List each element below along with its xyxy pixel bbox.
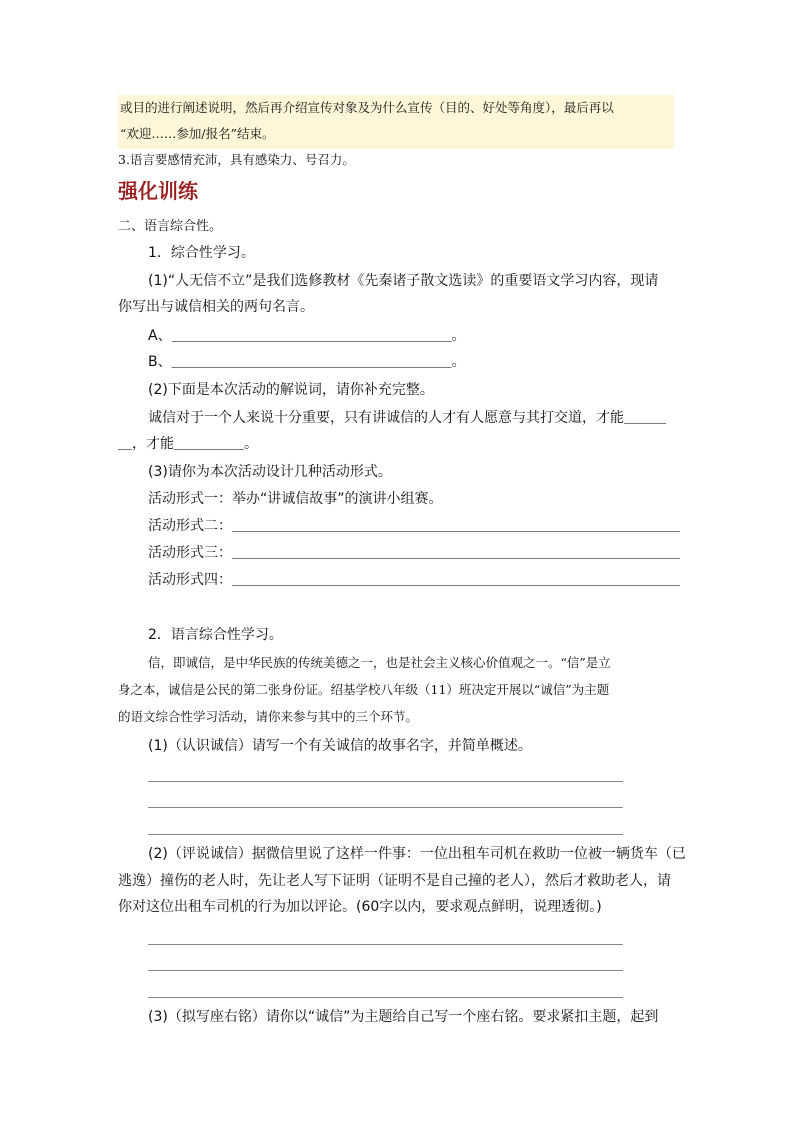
q2-p1: (1)（认识诚信）请写一个有关诚信的故事名字，并简单概述。 (148, 738, 532, 754)
answer-blank-line: ＿＿＿＿＿＿＿＿＿＿＿＿＿＿＿＿＿＿＿＿＿＿＿＿＿＿＿＿＿＿＿＿＿＿＿＿＿＿ (148, 768, 624, 783)
highlight-line-1: 或目的进行阐述说明，然后再介绍宣传对象及为什么宣传（目的、好处等角度），最后再以 (120, 100, 614, 115)
answer-blank-line: ＿＿＿＿＿＿＿＿＿＿＿＿＿＿＿＿＿＿＿＿＿＿＿＿＿＿＿＿＿＿＿＿＿＿＿＿＿＿ (148, 794, 624, 809)
q1-p1-line1: (1)“人无信不立”是我们选修教材《先秦诸子散文选读》的重要语文学习内容，现请 (148, 273, 659, 289)
activity-form-2: 活动形式二：＿＿＿＿＿＿＿＿＿＿＿＿＿＿＿＿＿＿＿＿＿＿＿＿＿＿＿＿＿＿＿＿ (148, 518, 680, 534)
q2-intro-line1: 信，即诚信，是中华民族的传统美德之一，也是社会主义核心价值观之一。“信”是立 (148, 655, 611, 670)
q1-heading: 1．综合性学习。 (148, 245, 255, 261)
q1-p2-text1: 诚信对于一个人来说十分重要，只有讲诚信的人才有人愿意与其打交道，才能＿＿＿ (148, 410, 666, 426)
highlight-line-2: “欢迎……参加/报名”结束。 (120, 126, 275, 141)
section-heading: 二、语言综合性。 (118, 219, 223, 234)
answer-blank-line: ＿＿＿＿＿＿＿＿＿＿＿＿＿＿＿＿＿＿＿＿＿＿＿＿＿＿＿＿＿＿＿＿＿＿＿＿＿＿ (148, 957, 624, 972)
point-3: 3.语言要感情充沛，具有感染力、号召力。 (118, 152, 355, 167)
q1-answer-a: A、＿＿＿＿＿＿＿＿＿＿＿＿＿＿＿＿＿＿＿＿。 (148, 328, 466, 344)
q2-intro-line3: 的语文综合性学习活动，请你来参与其中的三个环节。 (118, 709, 419, 724)
answer-blank-line: ＿＿＿＿＿＿＿＿＿＿＿＿＿＿＿＿＿＿＿＿＿＿＿＿＿＿＿＿＿＿＿＿＿＿＿＿＿＿ (148, 821, 624, 836)
q2-intro-line2: 身之本，诚信是公民的第二张身份证。绍基学校八年级（11）班决定开展以“诚信”为主题 (118, 682, 610, 697)
q2-p2-line2: 逃逸）撞伤的老人时，先让老人写下证明（证明不是自己撞的老人），然后才救助老人，请 (118, 873, 671, 889)
q2-heading: 2．语言综合性学习。 (148, 627, 283, 643)
activity-form-4: 活动形式四：＿＿＿＿＿＿＿＿＿＿＿＿＿＿＿＿＿＿＿＿＿＿＿＿＿＿＿＿＿＿＿＿ (148, 572, 680, 588)
q1-p3: (3)请你为本次活动设计几种活动形式。 (148, 464, 392, 480)
q2-p2-line3: 你对这位出租车司机的行为加以评论。(60字以内，要求观点鲜明，说理透彻。) (118, 899, 602, 915)
section-title: 强化训练 (118, 179, 198, 203)
q1-p2-text2: ＿，才能＿＿＿＿＿。 (118, 436, 258, 452)
answer-blank-line: ＿＿＿＿＿＿＿＿＿＿＿＿＿＿＿＿＿＿＿＿＿＿＿＿＿＿＿＿＿＿＿＿＿＿＿＿＿＿ (148, 984, 624, 999)
q1-answer-b: B、＿＿＿＿＿＿＿＿＿＿＿＿＿＿＿＿＿＿＿＿。 (148, 354, 466, 370)
answer-blank-line: ＿＿＿＿＿＿＿＿＿＿＿＿＿＿＿＿＿＿＿＿＿＿＿＿＿＿＿＿＿＿＿＿＿＿＿＿＿＿ (148, 931, 624, 946)
q1-p1-line2: 你写出与诚信相关的两句名言。 (118, 299, 314, 315)
q2-p3-line1: (3)（拟写座右铭）请你以“诚信”为主题给自己写一个座右铭。要求紧扣主题，起到 (148, 1009, 659, 1025)
activity-form-3: 活动形式三：＿＿＿＿＿＿＿＿＿＿＿＿＿＿＿＿＿＿＿＿＿＿＿＿＿＿＿＿＿＿＿＿ (148, 545, 680, 561)
q2-p2-line1: (2)（评说诚信）据微信里说了这样一件事：一位出租车司机在救助一位被一辆货车（已 (148, 846, 686, 862)
q1-p2: (2)下面是本次活动的解说词，请你补充完整。 (148, 382, 434, 398)
activity-form-1: 活动形式一：举办“讲诚信故事”的演讲小组赛。 (148, 491, 443, 507)
